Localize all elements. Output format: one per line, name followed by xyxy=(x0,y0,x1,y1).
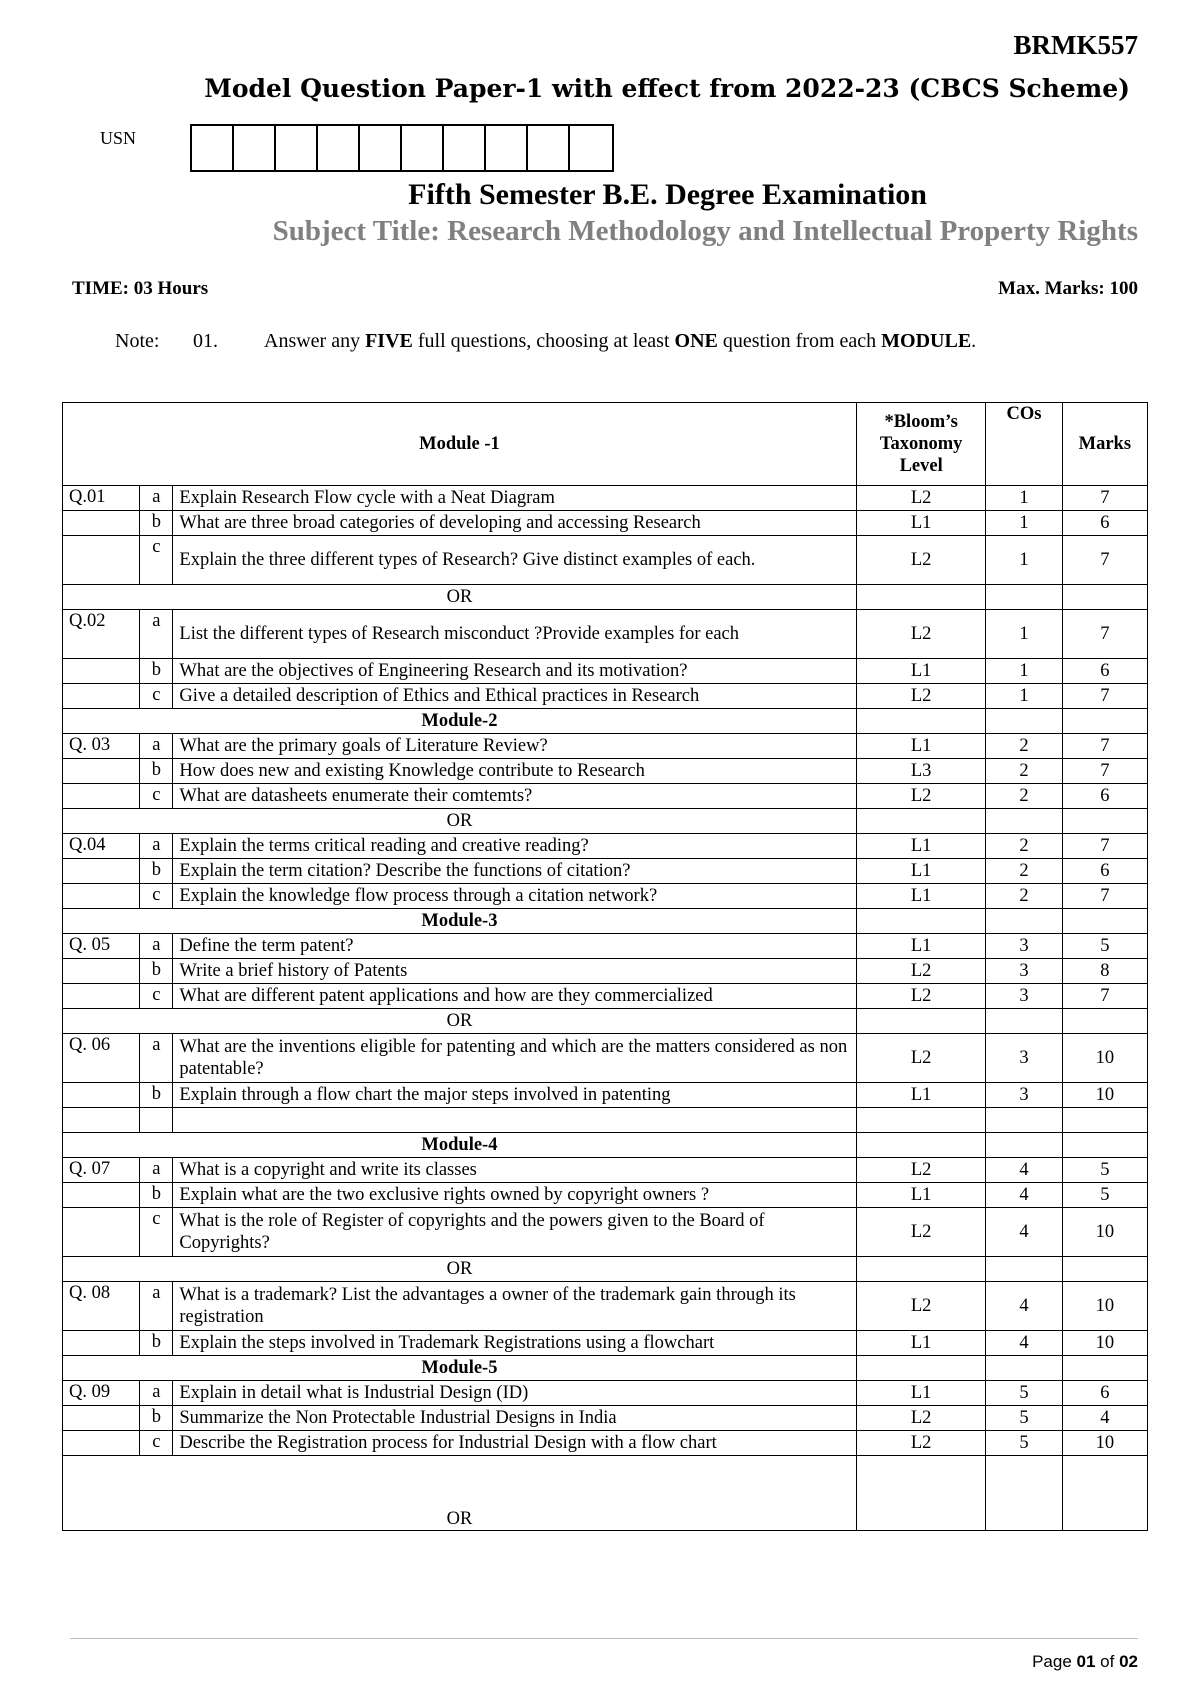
question-part: a xyxy=(140,834,173,859)
question-row xyxy=(63,784,1148,809)
or-separator-row xyxy=(63,1257,1148,1282)
empty-cell xyxy=(986,1257,1062,1282)
question-number xyxy=(63,1406,140,1431)
question-marks: 6 xyxy=(1062,659,1147,684)
question-text: Write a brief history of Patents xyxy=(173,959,857,984)
empty-cell xyxy=(856,1108,985,1133)
course-outcome: 3 xyxy=(986,959,1062,984)
question-text: Define the term patent? xyxy=(173,934,857,959)
course-outcome: 1 xyxy=(986,536,1062,585)
blooms-level: L1 xyxy=(856,859,985,884)
question-text: Explain through a flow chart the major steps involved in patenting xyxy=(173,1083,857,1108)
question-number: Q. 09 xyxy=(63,1381,140,1406)
empty-cell xyxy=(173,1108,857,1133)
empty-cell xyxy=(986,1009,1062,1034)
or-separator: OR xyxy=(63,809,857,834)
question-part: b xyxy=(140,659,173,684)
subject-code: BRMK557 xyxy=(1013,30,1138,60)
usn-box xyxy=(570,126,612,170)
question-text: Explain what are the two exclusive rights owned by copyright owners ? xyxy=(173,1183,857,1208)
course-outcome: 1 xyxy=(986,486,1062,511)
question-part: b xyxy=(140,1183,173,1208)
question-marks: 7 xyxy=(1062,984,1147,1009)
exam-title: Fifth Semester B.E. Degree Examination xyxy=(408,178,927,211)
question-marks: 7 xyxy=(1062,486,1147,511)
blooms-level: L1 xyxy=(856,1083,985,1108)
blank-row xyxy=(63,1108,1148,1133)
question-table xyxy=(62,402,1148,1531)
or-separator-row xyxy=(63,1456,1148,1531)
blooms-level: L2 xyxy=(856,610,985,659)
module-heading-row xyxy=(63,1356,1148,1381)
course-outcome: 4 xyxy=(986,1331,1062,1356)
course-outcome: 4 xyxy=(986,1183,1062,1208)
module-heading-row xyxy=(63,1133,1148,1158)
question-part: a xyxy=(140,1034,173,1083)
question-number xyxy=(63,859,140,884)
question-row xyxy=(63,1406,1148,1431)
question-number: Q.04 xyxy=(63,834,140,859)
empty-cell xyxy=(986,585,1062,610)
question-number xyxy=(63,1183,140,1208)
course-outcome: 1 xyxy=(986,684,1062,709)
question-marks: 10 xyxy=(1062,1083,1147,1108)
question-marks: 7 xyxy=(1062,884,1147,909)
course-outcome: 5 xyxy=(986,1381,1062,1406)
empty-cell xyxy=(1062,1009,1147,1034)
course-outcome: 4 xyxy=(986,1282,1062,1331)
cos-header: COs xyxy=(986,403,1062,486)
blooms-level: L2 xyxy=(856,1158,985,1183)
module-heading-row xyxy=(63,909,1148,934)
question-number xyxy=(63,536,140,585)
course-outcome: 4 xyxy=(986,1158,1062,1183)
course-outcome: 2 xyxy=(986,734,1062,759)
empty-cell xyxy=(140,1108,173,1133)
page-current: 01 xyxy=(1076,1652,1096,1671)
exam-time: TIME: 03 Hours xyxy=(72,278,209,299)
note-number: 01. xyxy=(193,330,218,352)
empty-cell xyxy=(63,1108,140,1133)
note-part: full questions, choosing at least xyxy=(412,330,675,352)
blooms-level: L2 xyxy=(856,486,985,511)
or-separator-row xyxy=(63,809,1148,834)
question-marks: 7 xyxy=(1062,759,1147,784)
empty-cell xyxy=(856,909,985,934)
empty-cell xyxy=(986,1108,1062,1133)
usn-box xyxy=(528,126,570,170)
course-outcome: 4 xyxy=(986,1208,1062,1257)
question-part: c xyxy=(140,984,173,1009)
question-text: Summarize the Non Protectable Industrial Designs in India xyxy=(173,1406,857,1431)
empty-cell xyxy=(856,1356,985,1381)
blooms-level: L2 xyxy=(856,959,985,984)
question-number xyxy=(63,1331,140,1356)
empty-cell xyxy=(1062,909,1147,934)
question-part: b xyxy=(140,859,173,884)
question-text: What are different patent applications and how are they commercialized xyxy=(173,984,857,1009)
or-separator-row xyxy=(63,1009,1148,1034)
course-outcome: 2 xyxy=(986,784,1062,809)
empty-cell xyxy=(856,585,985,610)
question-marks: 4 xyxy=(1062,1406,1147,1431)
question-part: b xyxy=(140,1331,173,1356)
usn-box xyxy=(444,126,486,170)
question-marks: 8 xyxy=(1062,959,1147,984)
usn-box xyxy=(234,126,276,170)
blooms-level: L2 xyxy=(856,784,985,809)
page-total: 02 xyxy=(1119,1652,1138,1671)
empty-cell xyxy=(986,809,1062,834)
empty-cell xyxy=(856,1009,985,1034)
question-part: a xyxy=(140,486,173,511)
page-of: of xyxy=(1095,1652,1120,1671)
question-text: What are the inventions eligible for patenting and which are the matters considered as non patentable? xyxy=(173,1034,857,1083)
question-row xyxy=(63,734,1148,759)
question-part: b xyxy=(140,959,173,984)
question-row xyxy=(63,1282,1148,1331)
question-part: a xyxy=(140,1158,173,1183)
module-heading: Module-3 xyxy=(63,909,857,934)
question-text: Explain the steps involved in Trademark Registrations using a flowchart xyxy=(173,1331,857,1356)
question-text: Explain Research Flow cycle with a Neat Diagram xyxy=(173,486,857,511)
course-outcome: 3 xyxy=(986,984,1062,1009)
question-text: What are the objectives of Engineering Research and its motivation? xyxy=(173,659,857,684)
question-row xyxy=(63,759,1148,784)
course-outcome: 3 xyxy=(986,1034,1062,1083)
question-row xyxy=(63,536,1148,585)
or-separator-row xyxy=(63,585,1148,610)
or-separator: OR xyxy=(63,585,857,610)
question-text: Explain the knowledge flow process through a citation network? xyxy=(173,884,857,909)
empty-cell xyxy=(1062,1356,1147,1381)
question-number: Q. 06 xyxy=(63,1034,140,1083)
blooms-level: L1 xyxy=(856,834,985,859)
usn-box xyxy=(360,126,402,170)
question-row xyxy=(63,1431,1148,1456)
question-text: What are three broad categories of developing and accessing Research xyxy=(173,511,857,536)
blooms-level: L1 xyxy=(856,1381,985,1406)
course-outcome: 5 xyxy=(986,1431,1062,1456)
question-part: b xyxy=(140,1406,173,1431)
question-row xyxy=(63,511,1148,536)
course-outcome: 2 xyxy=(986,859,1062,884)
empty-cell xyxy=(1062,1257,1147,1282)
question-row xyxy=(63,984,1148,1009)
empty-cell xyxy=(986,1456,1062,1531)
question-number xyxy=(63,659,140,684)
question-number xyxy=(63,1208,140,1257)
question-text: What is a copyright and write its classes xyxy=(173,1158,857,1183)
question-marks: 6 xyxy=(1062,511,1147,536)
question-marks: 10 xyxy=(1062,1331,1147,1356)
blooms-level: L1 xyxy=(856,659,985,684)
question-number xyxy=(63,984,140,1009)
question-text: List the different types of Research misconduct ?Provide examples for each xyxy=(173,610,857,659)
module-heading: Module-4 xyxy=(63,1133,857,1158)
question-text: Give a detailed description of Ethics and Ethical practices in Research xyxy=(173,684,857,709)
question-number: Q. 05 xyxy=(63,934,140,959)
empty-cell xyxy=(1062,585,1147,610)
question-marks: 10 xyxy=(1062,1431,1147,1456)
question-part: a xyxy=(140,1381,173,1406)
question-marks: 7 xyxy=(1062,734,1147,759)
blooms-level: L1 xyxy=(856,1183,985,1208)
question-marks: 5 xyxy=(1062,934,1147,959)
blooms-level: L1 xyxy=(856,734,985,759)
question-number xyxy=(63,959,140,984)
marks-header: Marks xyxy=(1062,403,1147,486)
usn-box xyxy=(192,126,234,170)
course-outcome: 2 xyxy=(986,759,1062,784)
question-marks: 6 xyxy=(1062,859,1147,884)
empty-cell xyxy=(1062,1108,1147,1133)
question-marks: 5 xyxy=(1062,1183,1147,1208)
question-text: What are the primary goals of Literature Review? xyxy=(173,734,857,759)
module-heading: Module-2 xyxy=(63,709,857,734)
or-separator: OR xyxy=(63,1257,857,1282)
empty-cell xyxy=(856,709,985,734)
question-text: What is a trademark? List the advantages a owner of the trademark gain through its registration xyxy=(173,1282,857,1331)
empty-cell xyxy=(1062,1133,1147,1158)
usn-box xyxy=(486,126,528,170)
question-marks: 6 xyxy=(1062,1381,1147,1406)
question-number xyxy=(63,784,140,809)
course-outcome: 1 xyxy=(986,610,1062,659)
note-part: FIVE xyxy=(365,330,413,352)
course-outcome: 3 xyxy=(986,1083,1062,1108)
module-heading: Module-5 xyxy=(63,1356,857,1381)
blooms-level: L1 xyxy=(856,1331,985,1356)
question-row xyxy=(63,684,1148,709)
question-part: a xyxy=(140,1282,173,1331)
question-row xyxy=(63,859,1148,884)
question-number xyxy=(63,684,140,709)
empty-cell xyxy=(1062,1456,1147,1531)
course-outcome: 2 xyxy=(986,834,1062,859)
question-row xyxy=(63,834,1148,859)
question-text: Describe the Registration process for Industrial Design with a flow chart xyxy=(173,1431,857,1456)
question-part: b xyxy=(140,1083,173,1108)
usn-box xyxy=(402,126,444,170)
question-row xyxy=(63,1381,1148,1406)
course-outcome: 2 xyxy=(986,884,1062,909)
question-text: Explain the three different types of Research? Give distinct examples of each. xyxy=(173,536,857,585)
blooms-level: L1 xyxy=(856,884,985,909)
blooms-level: L3 xyxy=(856,759,985,784)
course-outcome: 1 xyxy=(986,511,1062,536)
question-number xyxy=(63,1083,140,1108)
empty-cell xyxy=(1062,809,1147,834)
question-text: Explain the term citation? Describe the functions of citation? xyxy=(173,859,857,884)
question-row xyxy=(63,884,1148,909)
question-number: Q. 03 xyxy=(63,734,140,759)
question-row xyxy=(63,1034,1148,1083)
question-part: b xyxy=(140,759,173,784)
note-part: question from each xyxy=(717,330,882,352)
question-number: Q. 07 xyxy=(63,1158,140,1183)
blooms-level: L2 xyxy=(856,684,985,709)
blooms-level: L2 xyxy=(856,984,985,1009)
blooms-level: L2 xyxy=(856,1034,985,1083)
question-part: c xyxy=(140,1431,173,1456)
question-marks: 5 xyxy=(1062,1158,1147,1183)
usn-box xyxy=(276,126,318,170)
blooms-level: L2 xyxy=(856,1406,985,1431)
empty-cell xyxy=(986,1356,1062,1381)
question-part: a xyxy=(140,610,173,659)
page-prefix: Page xyxy=(1032,1652,1077,1671)
question-marks: 6 xyxy=(1062,784,1147,809)
question-part: c xyxy=(140,884,173,909)
blooms-header: *Bloom’s Taxonomy Level xyxy=(856,403,985,486)
question-marks: 7 xyxy=(1062,536,1147,585)
empty-cell xyxy=(1062,709,1147,734)
subject-title: Subject Title: Research Methodology and Intellectual Property Rights xyxy=(272,215,1138,247)
empty-cell xyxy=(856,1257,985,1282)
question-part: c xyxy=(140,684,173,709)
blooms-level: L2 xyxy=(856,1431,985,1456)
question-row xyxy=(63,486,1148,511)
question-number xyxy=(63,511,140,536)
course-outcome: 3 xyxy=(986,934,1062,959)
question-row xyxy=(63,610,1148,659)
or-separator: OR xyxy=(63,1009,857,1034)
question-part: c xyxy=(140,1208,173,1257)
question-part: b xyxy=(140,511,173,536)
blooms-level: L2 xyxy=(856,1282,985,1331)
blooms-level: L2 xyxy=(856,1208,985,1257)
question-part: a xyxy=(140,734,173,759)
question-text: Explain in detail what is Industrial Design (ID) xyxy=(173,1381,857,1406)
question-text: Explain the terms critical reading and creative reading? xyxy=(173,834,857,859)
question-number xyxy=(63,1431,140,1456)
question-text: What are datasheets enumerate their comtemts? xyxy=(173,784,857,809)
question-row xyxy=(63,1183,1148,1208)
max-marks: Max. Marks: 100 xyxy=(998,278,1138,299)
empty-cell xyxy=(986,1133,1062,1158)
note-part: ONE xyxy=(674,330,718,352)
question-number: Q. 08 xyxy=(63,1282,140,1331)
page-number xyxy=(1032,1652,1138,1672)
question-marks: 7 xyxy=(1062,610,1147,659)
note-part: Answer any xyxy=(264,330,366,352)
question-marks: 10 xyxy=(1062,1208,1147,1257)
empty-cell xyxy=(856,1456,985,1531)
empty-cell xyxy=(856,809,985,834)
note-label: Note: xyxy=(115,330,160,352)
footer-divider xyxy=(70,1638,1138,1639)
blooms-level: L1 xyxy=(856,934,985,959)
question-row xyxy=(63,1208,1148,1257)
usn-label: USN xyxy=(100,128,137,148)
question-row xyxy=(63,1083,1148,1108)
question-text: What is the role of Register of copyrights and the powers given to the Board of Copyrights? xyxy=(173,1208,857,1257)
module-1-heading: Module -1 xyxy=(63,403,857,486)
or-separator: OR xyxy=(63,1456,857,1531)
empty-cell xyxy=(986,909,1062,934)
question-number xyxy=(63,884,140,909)
question-marks: 10 xyxy=(1062,1034,1147,1083)
question-marks: 10 xyxy=(1062,1282,1147,1331)
note-part: . xyxy=(971,330,977,352)
paper-title: Model Question Paper-1 with effect from 2022-23 (CBCS Scheme) xyxy=(204,74,1130,103)
question-part: a xyxy=(140,934,173,959)
question-number: Q.01 xyxy=(63,486,140,511)
question-row xyxy=(63,934,1148,959)
question-row xyxy=(63,1158,1148,1183)
blooms-level: L2 xyxy=(856,536,985,585)
note-text xyxy=(264,330,976,353)
question-number: Q.02 xyxy=(63,610,140,659)
question-row xyxy=(63,1331,1148,1356)
question-row xyxy=(63,659,1148,684)
question-part: c xyxy=(140,784,173,809)
course-outcome: 5 xyxy=(986,1406,1062,1431)
empty-cell xyxy=(856,1133,985,1158)
note-part: MODULE xyxy=(881,330,972,352)
module-heading-row xyxy=(63,709,1148,734)
course-outcome: 1 xyxy=(986,659,1062,684)
question-number xyxy=(63,759,140,784)
blooms-level: L1 xyxy=(856,511,985,536)
empty-cell xyxy=(986,709,1062,734)
usn-boxes xyxy=(190,124,614,172)
usn-box xyxy=(318,126,360,170)
question-part: c xyxy=(140,536,173,585)
question-marks: 7 xyxy=(1062,834,1147,859)
question-marks: 7 xyxy=(1062,684,1147,709)
table-header-row xyxy=(63,403,1148,486)
question-text: How does new and existing Knowledge contribute to Research xyxy=(173,759,857,784)
question-row xyxy=(63,959,1148,984)
